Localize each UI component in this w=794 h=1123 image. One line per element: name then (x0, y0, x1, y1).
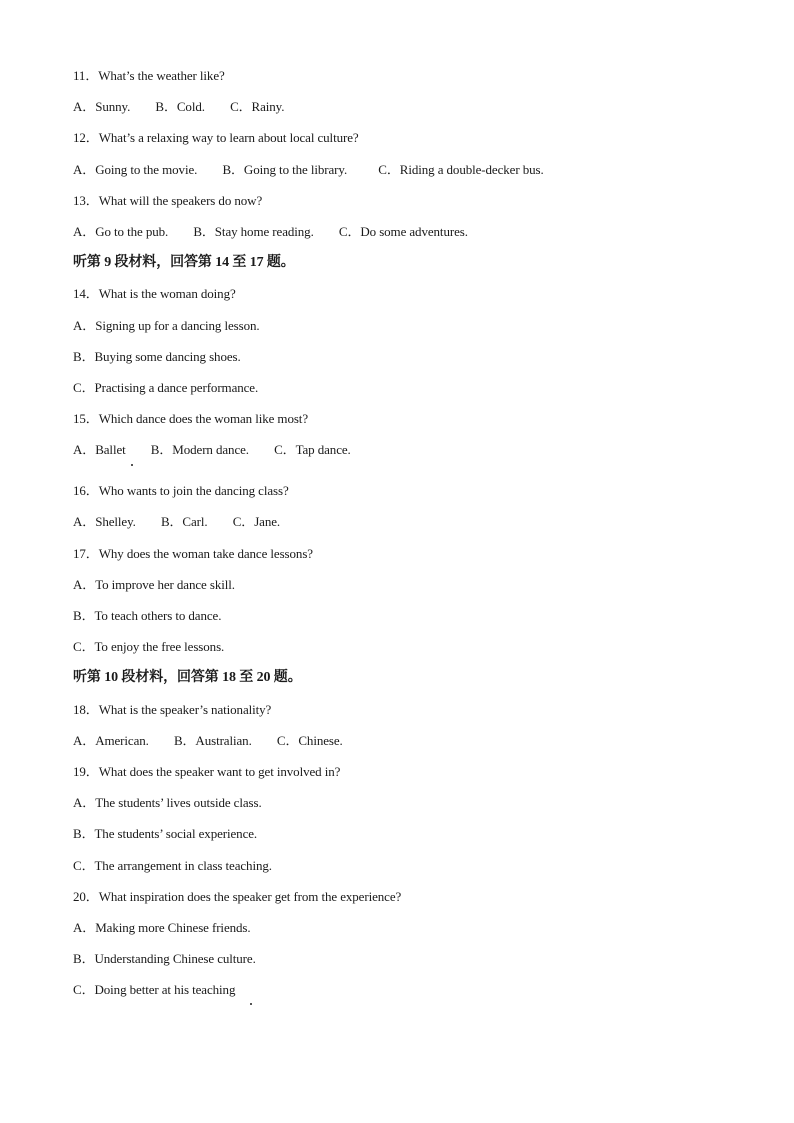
options-16 (73, 512, 733, 543)
option-16-a: A．Shelley. (73, 514, 136, 530)
option-20-b: B．Understanding Chinese culture. (73, 951, 256, 967)
options-15 (73, 440, 733, 481)
question-17: 17．Why does the woman take dance lessons? (73, 545, 313, 561)
option-20-a: A．Making more Chinese friends. (73, 919, 251, 935)
option-18-a: A．American. (73, 732, 149, 748)
option-15-b: B．Modern dance. (150, 442, 249, 458)
question-20: 20．What inspiration does the speaker get from the experience? (73, 888, 402, 904)
question-13: 13．What will the speakers do now? (73, 192, 263, 208)
option-14-a: A．Signing up for a dancing lesson. (73, 317, 260, 333)
section-heading-10: 听第 10 段材料，回答第 18 至 20 题。 (73, 670, 302, 686)
option-16-c: C．Jane. (232, 514, 281, 530)
options-18 (73, 731, 733, 762)
option-12-b: B．Going to the library. (222, 161, 348, 177)
option-19-c: C．The arrangement in class teaching. (73, 857, 272, 873)
option-19-a: A．The students’ lives outside class. (73, 795, 262, 811)
option-19-b: B．The students’ social experience. (73, 826, 258, 842)
option-13-a: A．Go to the pub. (73, 223, 169, 239)
option-11-b: B．Cold. (155, 99, 205, 115)
option-11-a: A．Sunny. (73, 99, 131, 115)
options-13 (73, 222, 733, 253)
option-14-b: B．Buying some dancing shoes. (73, 348, 241, 364)
option-15-a: A．Ballet (73, 442, 126, 458)
option-13-c: C．Do some adventures. (338, 223, 468, 239)
option-17-a: A．To improve her dance skill. (73, 576, 235, 592)
option-18-c: C．Chinese. (276, 732, 343, 748)
options-12 (73, 160, 733, 191)
section-heading-9: 听第 9 段材料，回答第 14 至 17 题。 (73, 255, 295, 271)
question-16: 16．Who wants to join the dancing class? (73, 483, 289, 499)
option-11-c: C．Rainy. (230, 99, 285, 115)
option-20-c: C．Doing better at his teaching (73, 982, 236, 998)
option-17-b: B．To teach others to dance. (73, 608, 222, 623)
option-16-b: B．Carl. (160, 514, 208, 530)
option-12-a: A．Going to the movie. (73, 161, 198, 177)
question-11: 11．What’s the weather like? (73, 68, 225, 83)
stray-dot-mark (131, 464, 133, 466)
option-17-c: C．To enjoy the free lessons. (73, 639, 225, 655)
option-15-c: C．Tap dance. (274, 442, 351, 458)
question-12: 12．What’s a relaxing way to learn about local culture? (73, 130, 359, 146)
question-19: 19．What does the speaker want to get involved in? (73, 763, 341, 779)
option-18-b: B．Australian. (173, 732, 252, 748)
stray-dot-mark (250, 1003, 252, 1005)
question-15: 15．Which dance does the woman like most? (73, 411, 308, 427)
option-13-b: B．Stay home reading. (193, 223, 314, 239)
question-18: 18．What is the speaker’s nationality? (73, 701, 272, 717)
question-14: 14．What is the woman doing? (73, 286, 236, 302)
option-14-c: C．Practising a dance performance. (73, 379, 259, 395)
option-12-c: C．Riding a double-decker bus. (378, 161, 544, 177)
options-11 (73, 97, 733, 128)
document-page (73, 66, 733, 1011)
